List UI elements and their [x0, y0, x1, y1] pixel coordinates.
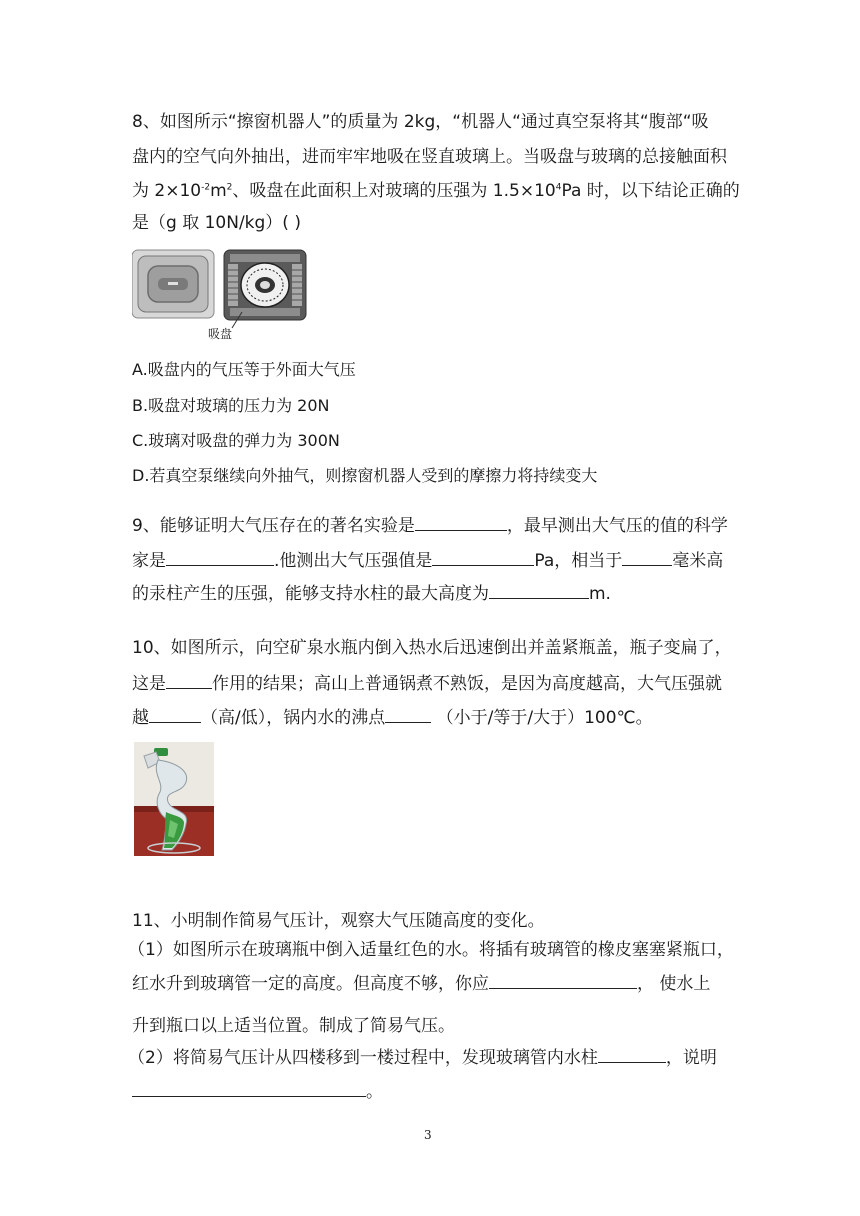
q10-line2: 这是 作用的结果；高山上普通锅煮不熟饭，是因为高度越高，大气压强就 — [132, 674, 722, 694]
q8-option-c: C.玻璃对吸盘的弹力为 300N — [132, 431, 340, 450]
q10-line1: 10、如图所示，向空矿泉水瓶内倒入热水后迅速倒出并盖紧瓶盖，瓶子变扁了， — [132, 638, 732, 658]
answer-blank[interactable] — [149, 706, 201, 723]
answer-blank[interactable] — [385, 706, 431, 723]
suction-cup-caption: 吸盘 — [208, 327, 233, 341]
crushed-bottle-photo — [134, 742, 214, 856]
answer-blank[interactable] — [489, 582, 589, 599]
q8-stem-line4: 是（g 取 10N/kg）( ) — [132, 213, 301, 233]
answer-blank[interactable] — [432, 549, 534, 566]
q9-line3: 的汞柱产生的压强，能够支持水柱的最大高度为 m. — [132, 584, 611, 604]
answer-blank[interactable] — [415, 514, 507, 531]
q11-line2: （1）如图所示在玻璃瓶中倒入适量红色的水。将插有玻璃管的橡皮塞塞紧瓶口， — [128, 940, 734, 960]
answer-blank[interactable] — [489, 972, 637, 989]
q8-option-b: B.吸盘对玻璃的压力为 20N — [132, 396, 330, 415]
q8-option-a: A.吸盘内的气压等于外面大气压 — [132, 360, 356, 379]
q8-stem-line3: 为 $2\times 10^{-2}m^2$、吸盘在此面积上对玻璃的压强为 $1.5\times 10^4Pa$ 时，以下结论正确的 — [132, 181, 740, 201]
q11-line6: 。 — [132, 1080, 383, 1103]
answer-blank[interactable] — [166, 549, 274, 566]
page-number: 3 — [424, 1128, 432, 1142]
q11-line3: 红水升到玻璃管一定的高度。但高度不够，你应 ， 使水上 — [132, 974, 711, 994]
bottle-illustration — [134, 742, 214, 856]
q8-stem-line2: 盘内的空气向外抽出，进而牢牢地吸在竖直玻璃上。当吸盘与玻璃的总接触面积 — [132, 147, 727, 167]
answer-blank[interactable] — [598, 1046, 666, 1063]
q9-line2: 家是 .他测出大气压强值是 Pa，相当于 毫米高 — [132, 551, 724, 571]
answer-blank[interactable] — [132, 1080, 366, 1097]
answer-blank[interactable] — [166, 672, 212, 689]
q11-line5: （2）将简易气压计从四楼移到一楼过程中，发现玻璃管内水柱 ，说明 — [128, 1048, 717, 1068]
answer-blank[interactable] — [622, 549, 672, 566]
q8-stem-line1: 8、如图所示“擦窗机器人”的质量为 2kg，“机器人“通过真空泵将其“腹部“吸 — [132, 112, 709, 132]
q9-line1: 9、能够证明大气压存在的著名实验是 ，最早测出大气压的值的科学 — [132, 516, 728, 536]
q11-line4: 升到瓶口以上适当位置。制成了简易气压。 — [132, 1016, 455, 1036]
q10-line3: 越 （高/低），锅内水的沸点 （小于/等于/大于）100℃。 — [132, 708, 653, 728]
q8-option-d: D.若真空泵继续向外抽气，则擦窗机器人受到的摩擦力将持续变大 — [132, 466, 598, 485]
q11-line1: 11、小明制作简易气压计，观察大气压随高度的变化。 — [132, 911, 545, 931]
